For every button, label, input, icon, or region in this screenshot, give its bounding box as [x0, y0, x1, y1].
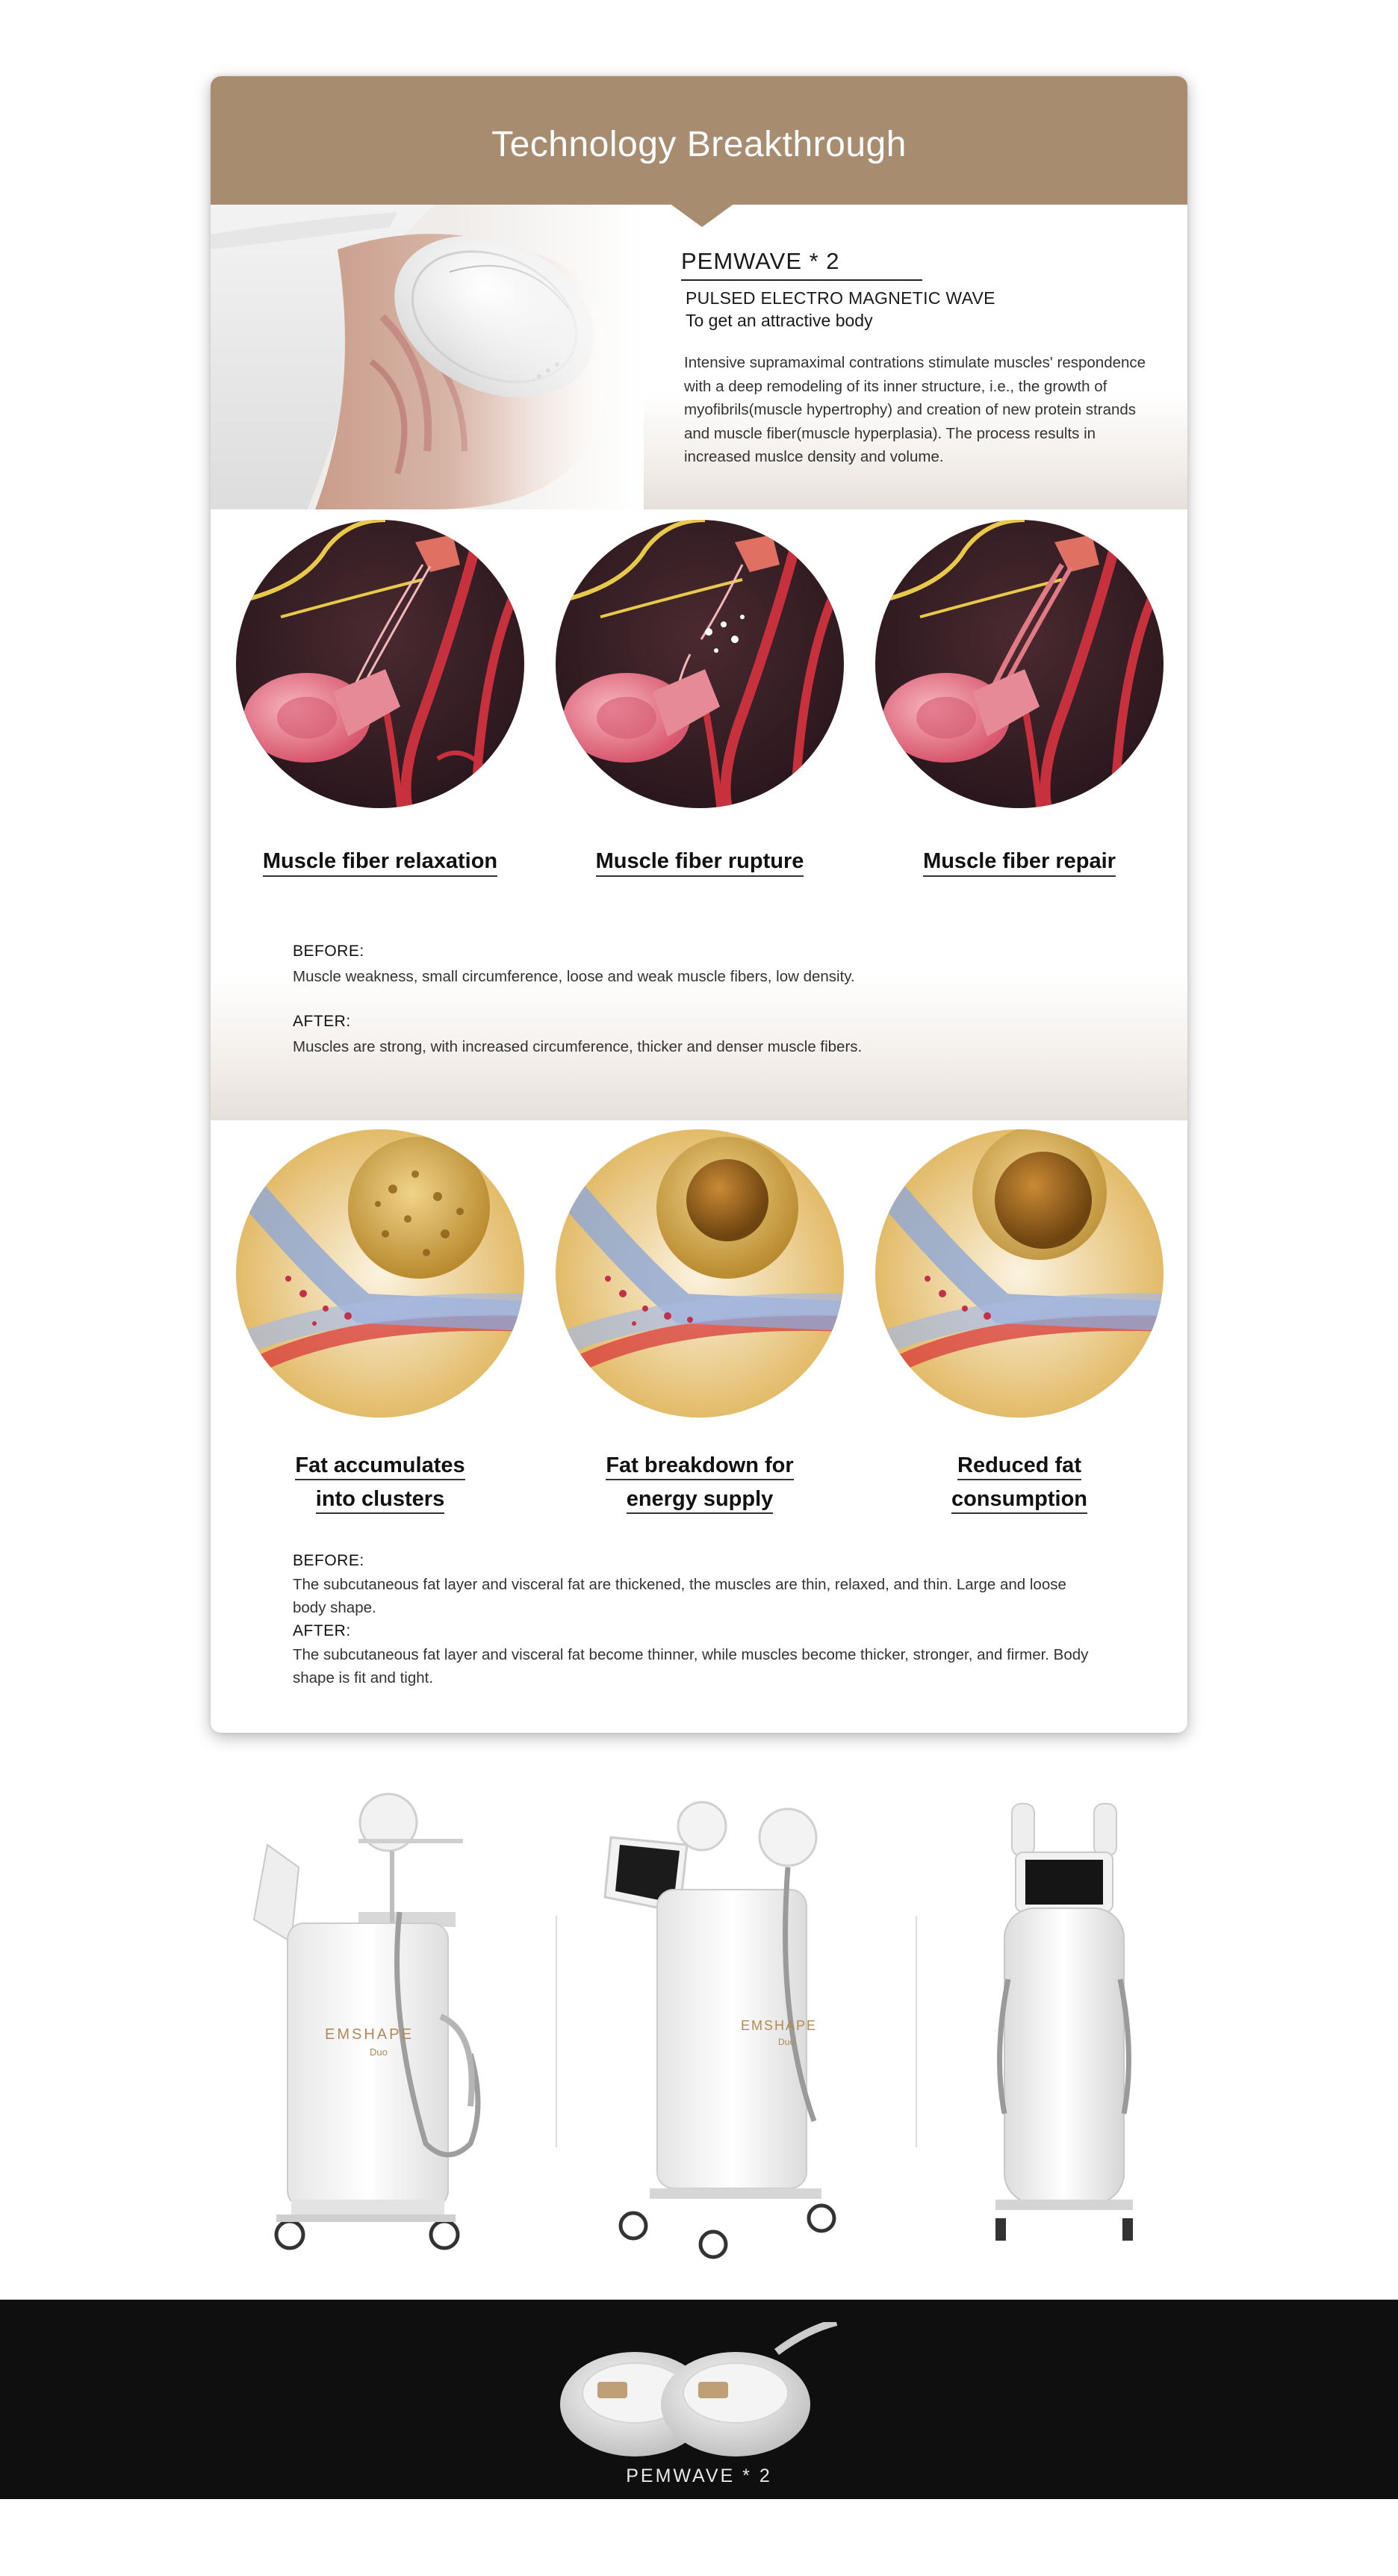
handpiece-pair-image: [553, 2322, 851, 2464]
machine-model-label: Duo: [370, 2046, 388, 2058]
muscle-before-text: Muscle weakness, small circumference, loose and weak muscle fibers, low density.: [293, 968, 855, 985]
fat-before-text: The subcutaneous fat layer and visceral fat are thickened, the muscles are thin, relaxed, and thin. Large and loose body shape.: [293, 1576, 1066, 1616]
machine-side-view-image: [246, 1793, 493, 2256]
caption-fat-accumulates: Fat accumulates into clusters: [236, 1449, 524, 1516]
muscle-before-label: BEFORE:: [293, 943, 364, 960]
caption-fat-reduced: Reduced fat consumption: [875, 1449, 1164, 1516]
machine-brand-label-2: EMSHAPE: [741, 2018, 818, 2033]
muscle-rupture-image: [556, 520, 844, 808]
footer-product-label: PEMWAVE * 2: [626, 2465, 772, 2486]
machine-front-angle-image: [597, 1793, 851, 2263]
header-banner: [211, 76, 1187, 205]
fat-section: [211, 1120, 1187, 1733]
fat-after-label: AFTER:: [293, 1622, 351, 1639]
fat-accumulation-image: [236, 1129, 524, 1418]
technology-card: [211, 76, 1187, 1733]
machine-brand-label: EMSHAPE: [325, 2026, 414, 2043]
machine-divider-2: [916, 1916, 917, 2147]
product-description: Intensive supramaximal contrations stimulate muscles' respondence with a deep remodeling of its inner structure, i.e., the growth of myofibrils(muscle hypertrophy) and creation of new protein strands and muscle fiber(muscle hyperplasia). The process results in increased muslce density and volume.: [684, 354, 1146, 465]
caption-fat-breakdown: Fat breakdown for energy supply: [556, 1449, 844, 1516]
muscle-after-label: AFTER:: [293, 1013, 351, 1030]
product-subtitle: PULSED ELECTRO MAGNETIC WAVE: [686, 288, 995, 308]
muscle-section: [211, 509, 1187, 1120]
handpiece-on-abdomen-image: [211, 205, 644, 509]
muscle-after-text: Muscles are strong, with increased circumference, thicker and denser muscle fibers.: [293, 1038, 863, 1055]
product-tagline: To get an attractive body: [686, 311, 873, 330]
caption-muscle-rupture: Muscle fiber rupture: [556, 849, 844, 874]
page-title: Technology Breakthrough: [491, 125, 907, 164]
machine-model-label-2: Duo: [778, 2037, 795, 2047]
banner-notch-arrow: [669, 203, 735, 227]
machine-front-view-image: [975, 1793, 1154, 2256]
machine-divider-1: [556, 1916, 557, 2147]
footer-banner: [0, 2300, 1398, 2499]
fat-breakdown-image: [556, 1129, 844, 1418]
muscle-repair-image: [875, 520, 1164, 808]
product-title: PEMWAVE * 2: [681, 248, 922, 281]
intro-section: [211, 205, 1187, 509]
caption-muscle-repair: Muscle fiber repair: [875, 849, 1164, 874]
caption-muscle-relaxation: Muscle fiber relaxation: [236, 849, 524, 874]
fat-before-label: BEFORE:: [293, 1552, 364, 1569]
fat-after-text: The subcutaneous fat layer and visceral fat become thinner, while muscles become thicker, stronger, and firmer. Body shape is fit and tight.: [293, 1646, 1089, 1686]
fat-reduced-image: [875, 1129, 1164, 1418]
muscle-relaxation-image: [236, 520, 524, 808]
